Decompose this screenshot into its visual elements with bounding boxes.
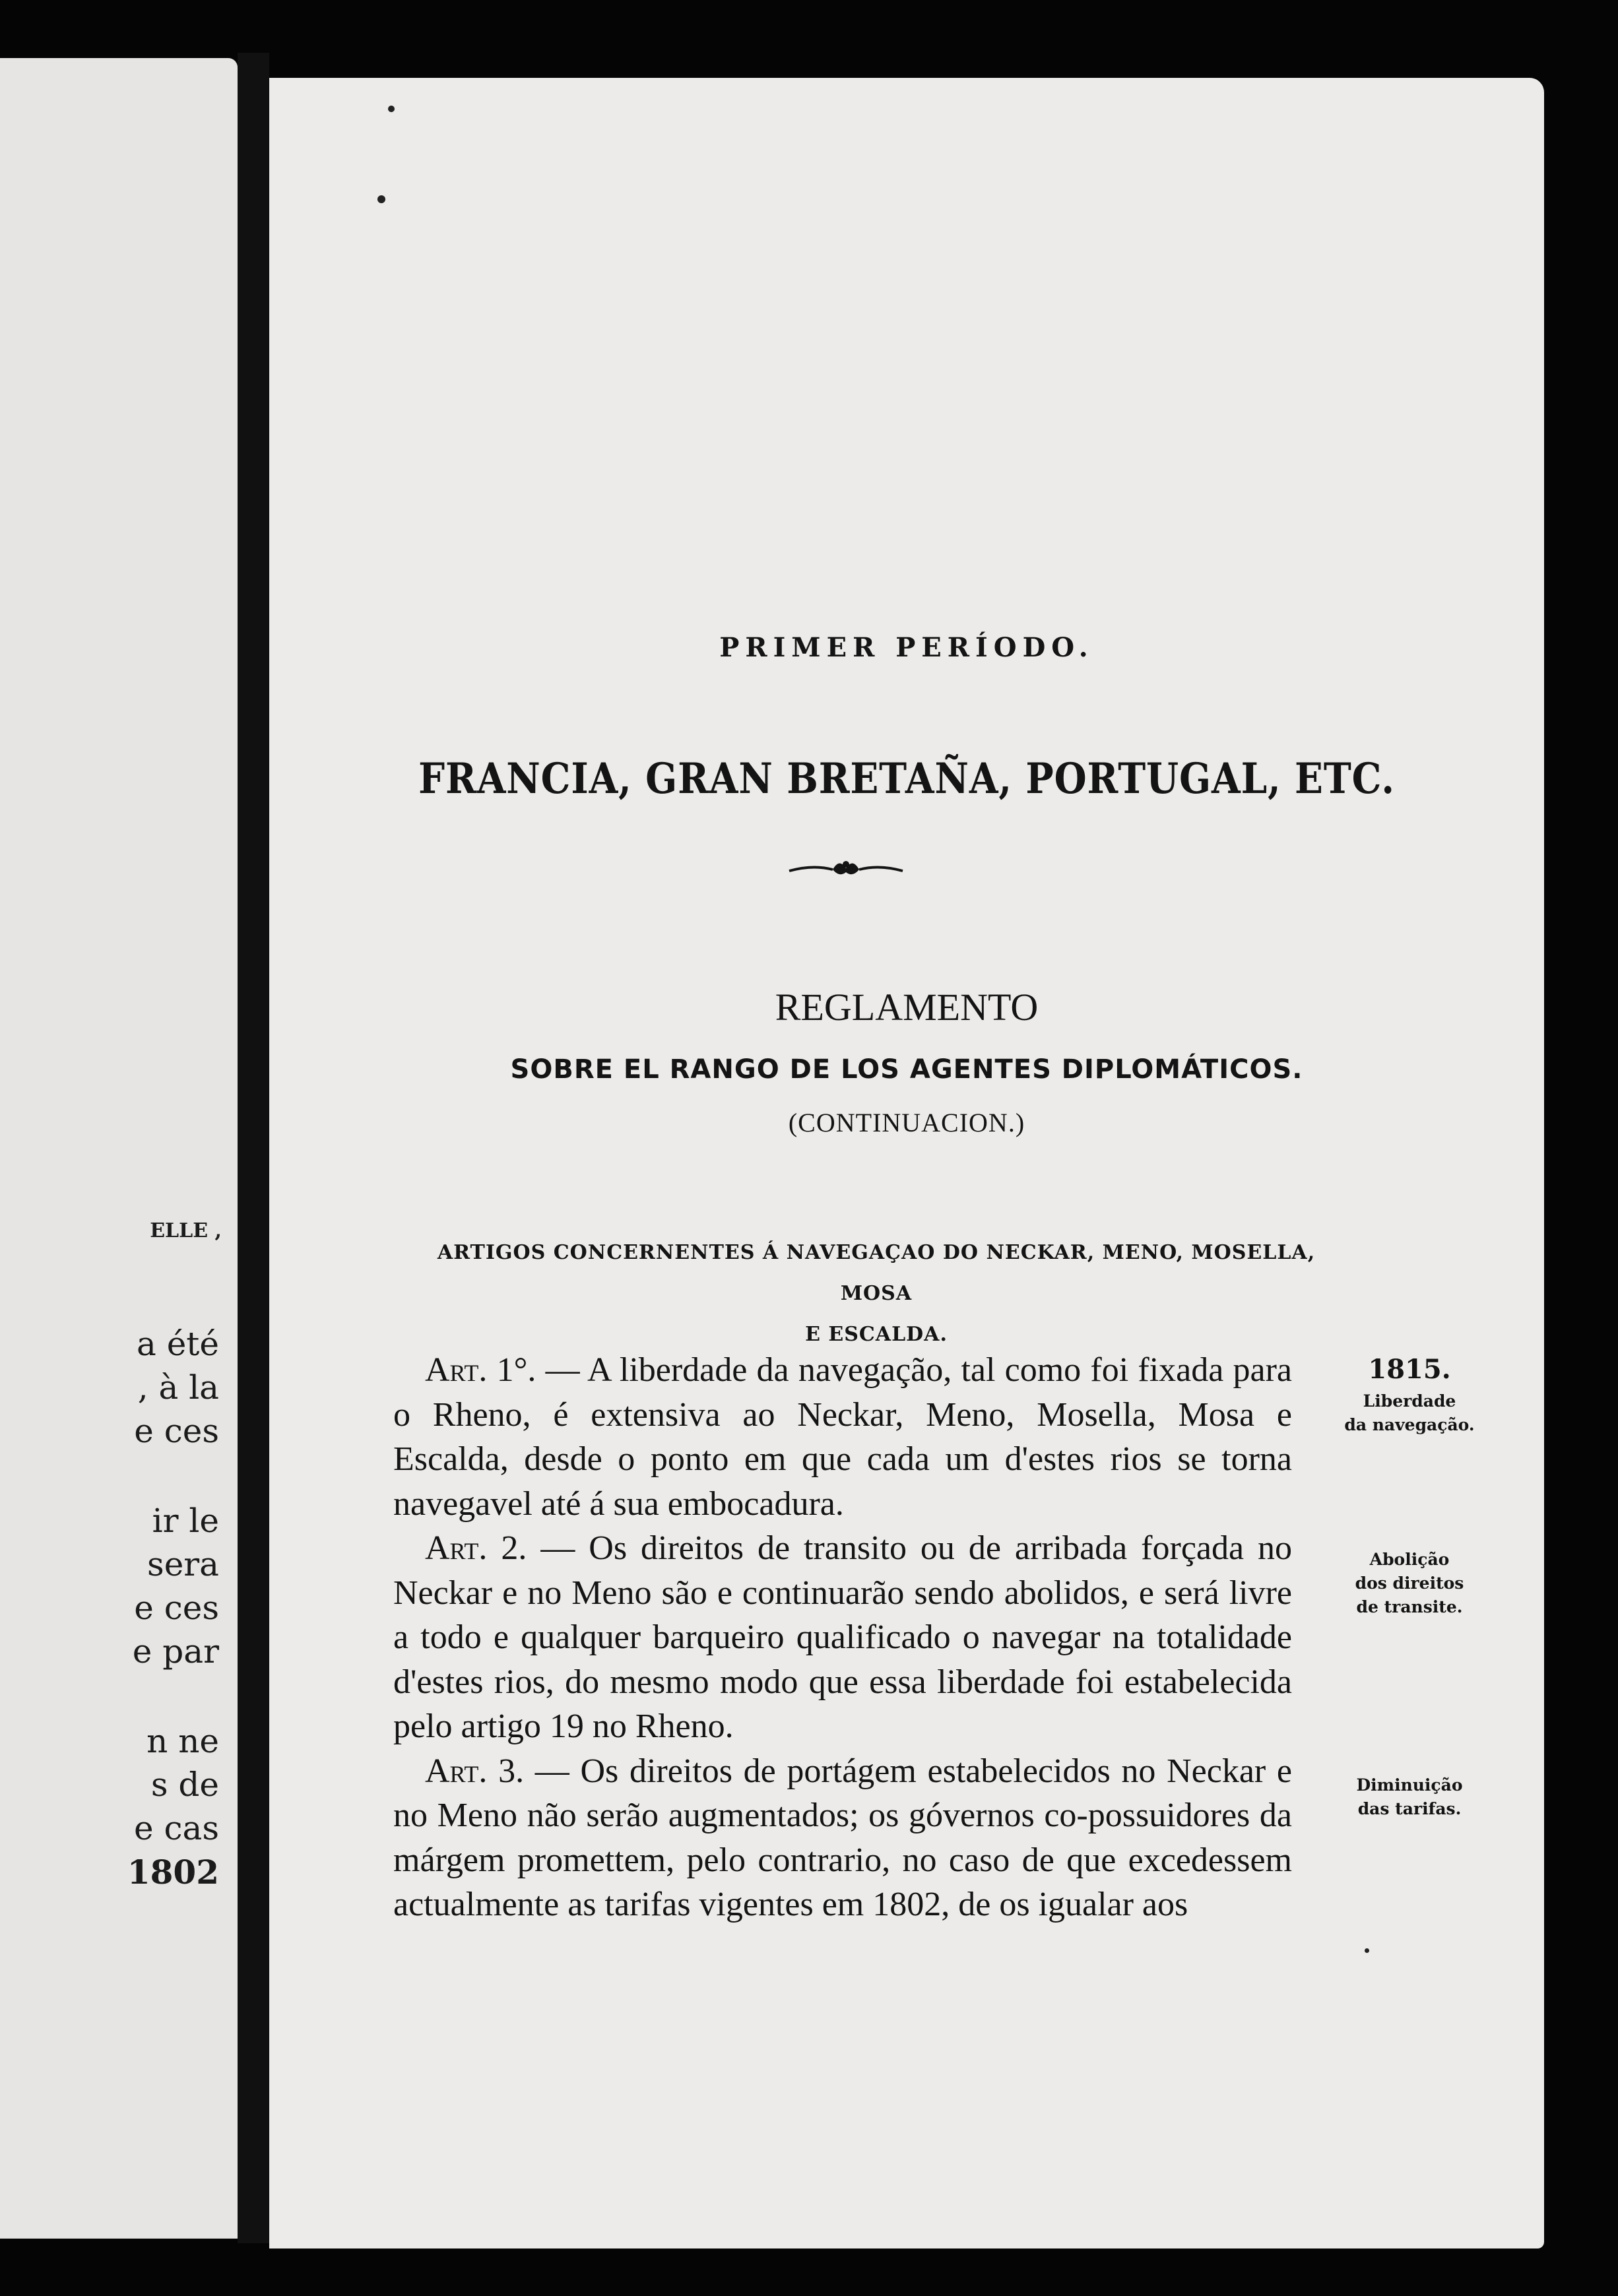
section-heading [428, 1232, 1325, 1355]
ink-speck [388, 106, 395, 112]
left-page-fragment: e ces [134, 1412, 219, 1450]
margin-note-line: das tarifas. [1357, 1799, 1462, 1818]
article-text: — A liberdade da navegação, tal como foi fixada para o Rheno, é extensiva ao Neckar, Meno, Mosella, Mosa e Escalda, desde o ponto em que cada um d'estes rios se torna navegavel até á sua embocadura. [393, 1351, 1292, 1523]
ornament-icon [787, 856, 905, 880]
margin-note-line: Abolição [1369, 1550, 1450, 1569]
articles-body [393, 1348, 1292, 1927]
left-facing-page [0, 58, 238, 2239]
section-heading-line: ARTIGOS CONCERNENTES Á NAVEGAÇAO DO NECKAR, MENO, MOSELLA, MOSA [437, 1241, 1316, 1305]
left-page-fragment: s de [150, 1766, 219, 1804]
section-heading-line: E ESCALDA. [805, 1323, 948, 1346]
article-3 [393, 1749, 1292, 1927]
left-page-fragment: e ces [134, 1589, 219, 1627]
article-text: — Os direitos de portágem estabelecidos no Neckar e no Meno não serão augmentados; os góvernos co-possuidores da márgem promettem, pelo contrario, no caso de que excedessem actualmente as tarifas vigentes em 1802, de os igualar aos [393, 1752, 1292, 1923]
left-page-fragment: sera [147, 1545, 219, 1583]
margin-note-tariffs [1324, 1773, 1495, 1821]
margin-note-line: Diminuição [1356, 1775, 1463, 1795]
margin-note-transit [1324, 1548, 1495, 1619]
margin-note-line: da navegação. [1344, 1415, 1475, 1434]
left-page-fragment: ir le [152, 1502, 219, 1540]
article-1 [393, 1348, 1292, 1526]
article-text: — Os direitos de transito ou de arribada forçada no Neckar e no Meno são e continuarão sendo abolidos, e será livre a todo e qualquer barqueiro qualificado o navegar na totalidade d'estes rios, do mesmo modo que essa liberdade foi estabelecida pelo artigo 19 no Rheno. [393, 1529, 1293, 1745]
continuation-label: (CONTINUACION.) [788, 1108, 1025, 1137]
countries-heading: FRANCIA, GRAN BRETAÑA, PORTUGAL, ETC. [418, 754, 1395, 804]
left-page-fragment: e cas [134, 1809, 219, 1847]
left-page-fragment: ELLE , [150, 1219, 222, 1242]
left-page-fragment: n ne [146, 1722, 219, 1760]
article-label: Art. 2. [425, 1529, 527, 1567]
article-label: Art. 1°. [425, 1351, 536, 1389]
document-title: REGLAMENTO [775, 986, 1039, 1029]
left-page-fragment: e par [132, 1632, 219, 1671]
margin-note-line: de transite. [1356, 1597, 1463, 1616]
ink-speck [377, 195, 385, 203]
document-subtitle: SOBRE EL RANGO DE LOS AGENTES DIPLOMÁTICOS. [510, 1054, 1303, 1085]
margin-note-line: dos direitos [1355, 1574, 1464, 1593]
book-page [269, 78, 1544, 2248]
book-gutter [238, 53, 269, 2243]
margin-note-navigation [1324, 1354, 1495, 1437]
margin-note-line: Liberdade [1363, 1391, 1456, 1411]
left-page-fragment: a été [137, 1325, 219, 1363]
article-label: Art. 3. [425, 1752, 525, 1790]
article-2 [393, 1526, 1292, 1749]
ink-speck [1365, 1948, 1369, 1953]
left-page-fragment: 1802 [127, 1853, 219, 1892]
left-page-fragment: , à la [137, 1368, 219, 1407]
margin-year: 1815. [1368, 1354, 1451, 1385]
period-heading: PRIMER PERÍODO. [719, 632, 1094, 663]
